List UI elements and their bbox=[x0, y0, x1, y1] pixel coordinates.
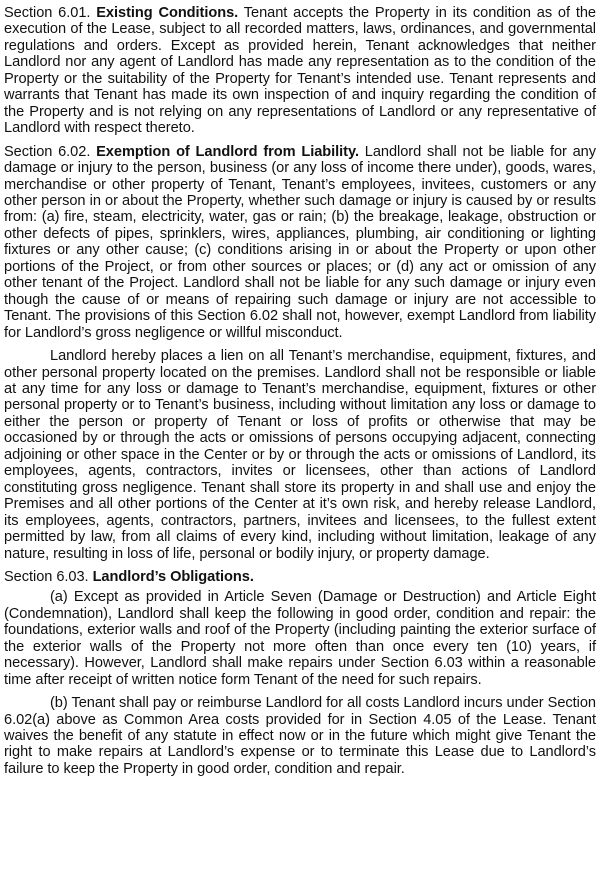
section-6-01 bbox=[4, 5, 596, 137]
section-6-01-number: Section 6.01. bbox=[4, 5, 91, 21]
section-6-03-paragraph-a: (a) Except as provided in Article Seven (Damage or Destruction) and Article Eight (Condemnation), Landlord shall keep the following in good order, condition and repair: the foundations, exterior walls and roof of the Property (including painting the exterior surface of the exterior walls of the Property not more often than once every ten (10) years, if necessary). However, Landlord shall make repairs under Section 6.03 within a reasonable time after receipt of written notice form Tenant of the need for such repairs. bbox=[4, 589, 596, 688]
section-6-03-paragraph-b: (b) Tenant shall pay or reimburse Landlord for all costs Landlord incurs under Section 6.02(a) above as Common Area costs provided for in Section 4.05 of the Lease. Tenant waives the benefit of any statute in effect now or in the future which might give Tenant the right to make repairs at Landlord’s expense or to terminate this Lease due to Landlord’s failure to keep the Property in good order, condition and repair. bbox=[4, 695, 596, 777]
section-6-02 bbox=[4, 144, 596, 341]
section-6-03-heading bbox=[4, 569, 596, 585]
section-6-02-lien-paragraph: Landlord hereby places a lien on all Tenant’s merchandise, equipment, fixtures, and other personal property located on the premises. Landlord shall not be responsible or liable at any time for any loss or damage to Tenant’s merchandise, equipment, fixtures or other personal property or to Tenant’s business, including without limitation any loss or damage to either the person or property of Tenant or loss of profits or otherwise that may be occasioned by or through the acts or omissions of persons occupying adjacent, connecting adjoining or other space in the Center or by or through the acts or omissions of Landlord, its employees, agents, contractors, invites or licensees, other than actions of Landlord constituting gross negligence. Tenant shall store its property in and shall use and enjoy the Premises and all other portions of the Center at it’s own risk, and hereby release Landlord, its employees, agents, contractors, partners, invitees and licensees, to the fullest extent permitted by law, from all claims of every kind, including without limitation, leakage of any nature, resulting in loss of life, personal or bodily injury, or property damage. bbox=[4, 348, 596, 562]
section-6-02-title: Exemption of Landlord from Liability. bbox=[96, 143, 359, 160]
section-6-02-body: Landlord shall not be liable for any damage or injury to the person, business (or any loss of income there under), goods, wares, merchandise or other property of Tenant, Tenant’s employees, invitees, customers or any other person in or about the Property, whether such damage or injury is caused by or results from: (a) fire, steam, electricity, water, gas or rain; (b) the breakage, leakage, obstruction or other defects of pipes, sprinklers, wires, appliances, plumbing, air conditioning or lighting fixtures or any other cause; (c) conditions arising in or about the Property or upon other portions of the Project, or from other sources or places; or (d) any act or omission of any other tenant of the Project. Landlord shall not be liable for any such damage or injury even though the cause of or means of repairing such damage or injury are not accessible to Tenant. The provisions of this Section 6.02 shall not, however, exempt Landlord from liability for Landlord’s gross negligence or willful misconduct. bbox=[4, 143, 596, 341]
section-6-02-number: Section 6.02. bbox=[4, 143, 91, 160]
section-6-01-title: Existing Conditions. bbox=[96, 5, 239, 21]
section-6-03-title: Landlord’s Obligations. bbox=[92, 568, 254, 585]
section-6-01-body: Tenant accepts the Property in its condition as of the execution of the Lease, subject to all recorded matters, laws, ordinances, and governmental regulations and orders. Except as provided herein, Tenant acknowledges that neither Landlord nor any agent of Landlord has made any representation as to the condition of the Property or the suitability of the Property for Tenant’s intended use. Tenant represents and warrants that Tenant has made its own inspection of and inquiry regarding the condition of the Property and is not relying on any representations of Landlord or any representative of Landlord with respect thereto. bbox=[4, 5, 596, 137]
section-6-03-number: Section 6.03. bbox=[4, 568, 89, 585]
